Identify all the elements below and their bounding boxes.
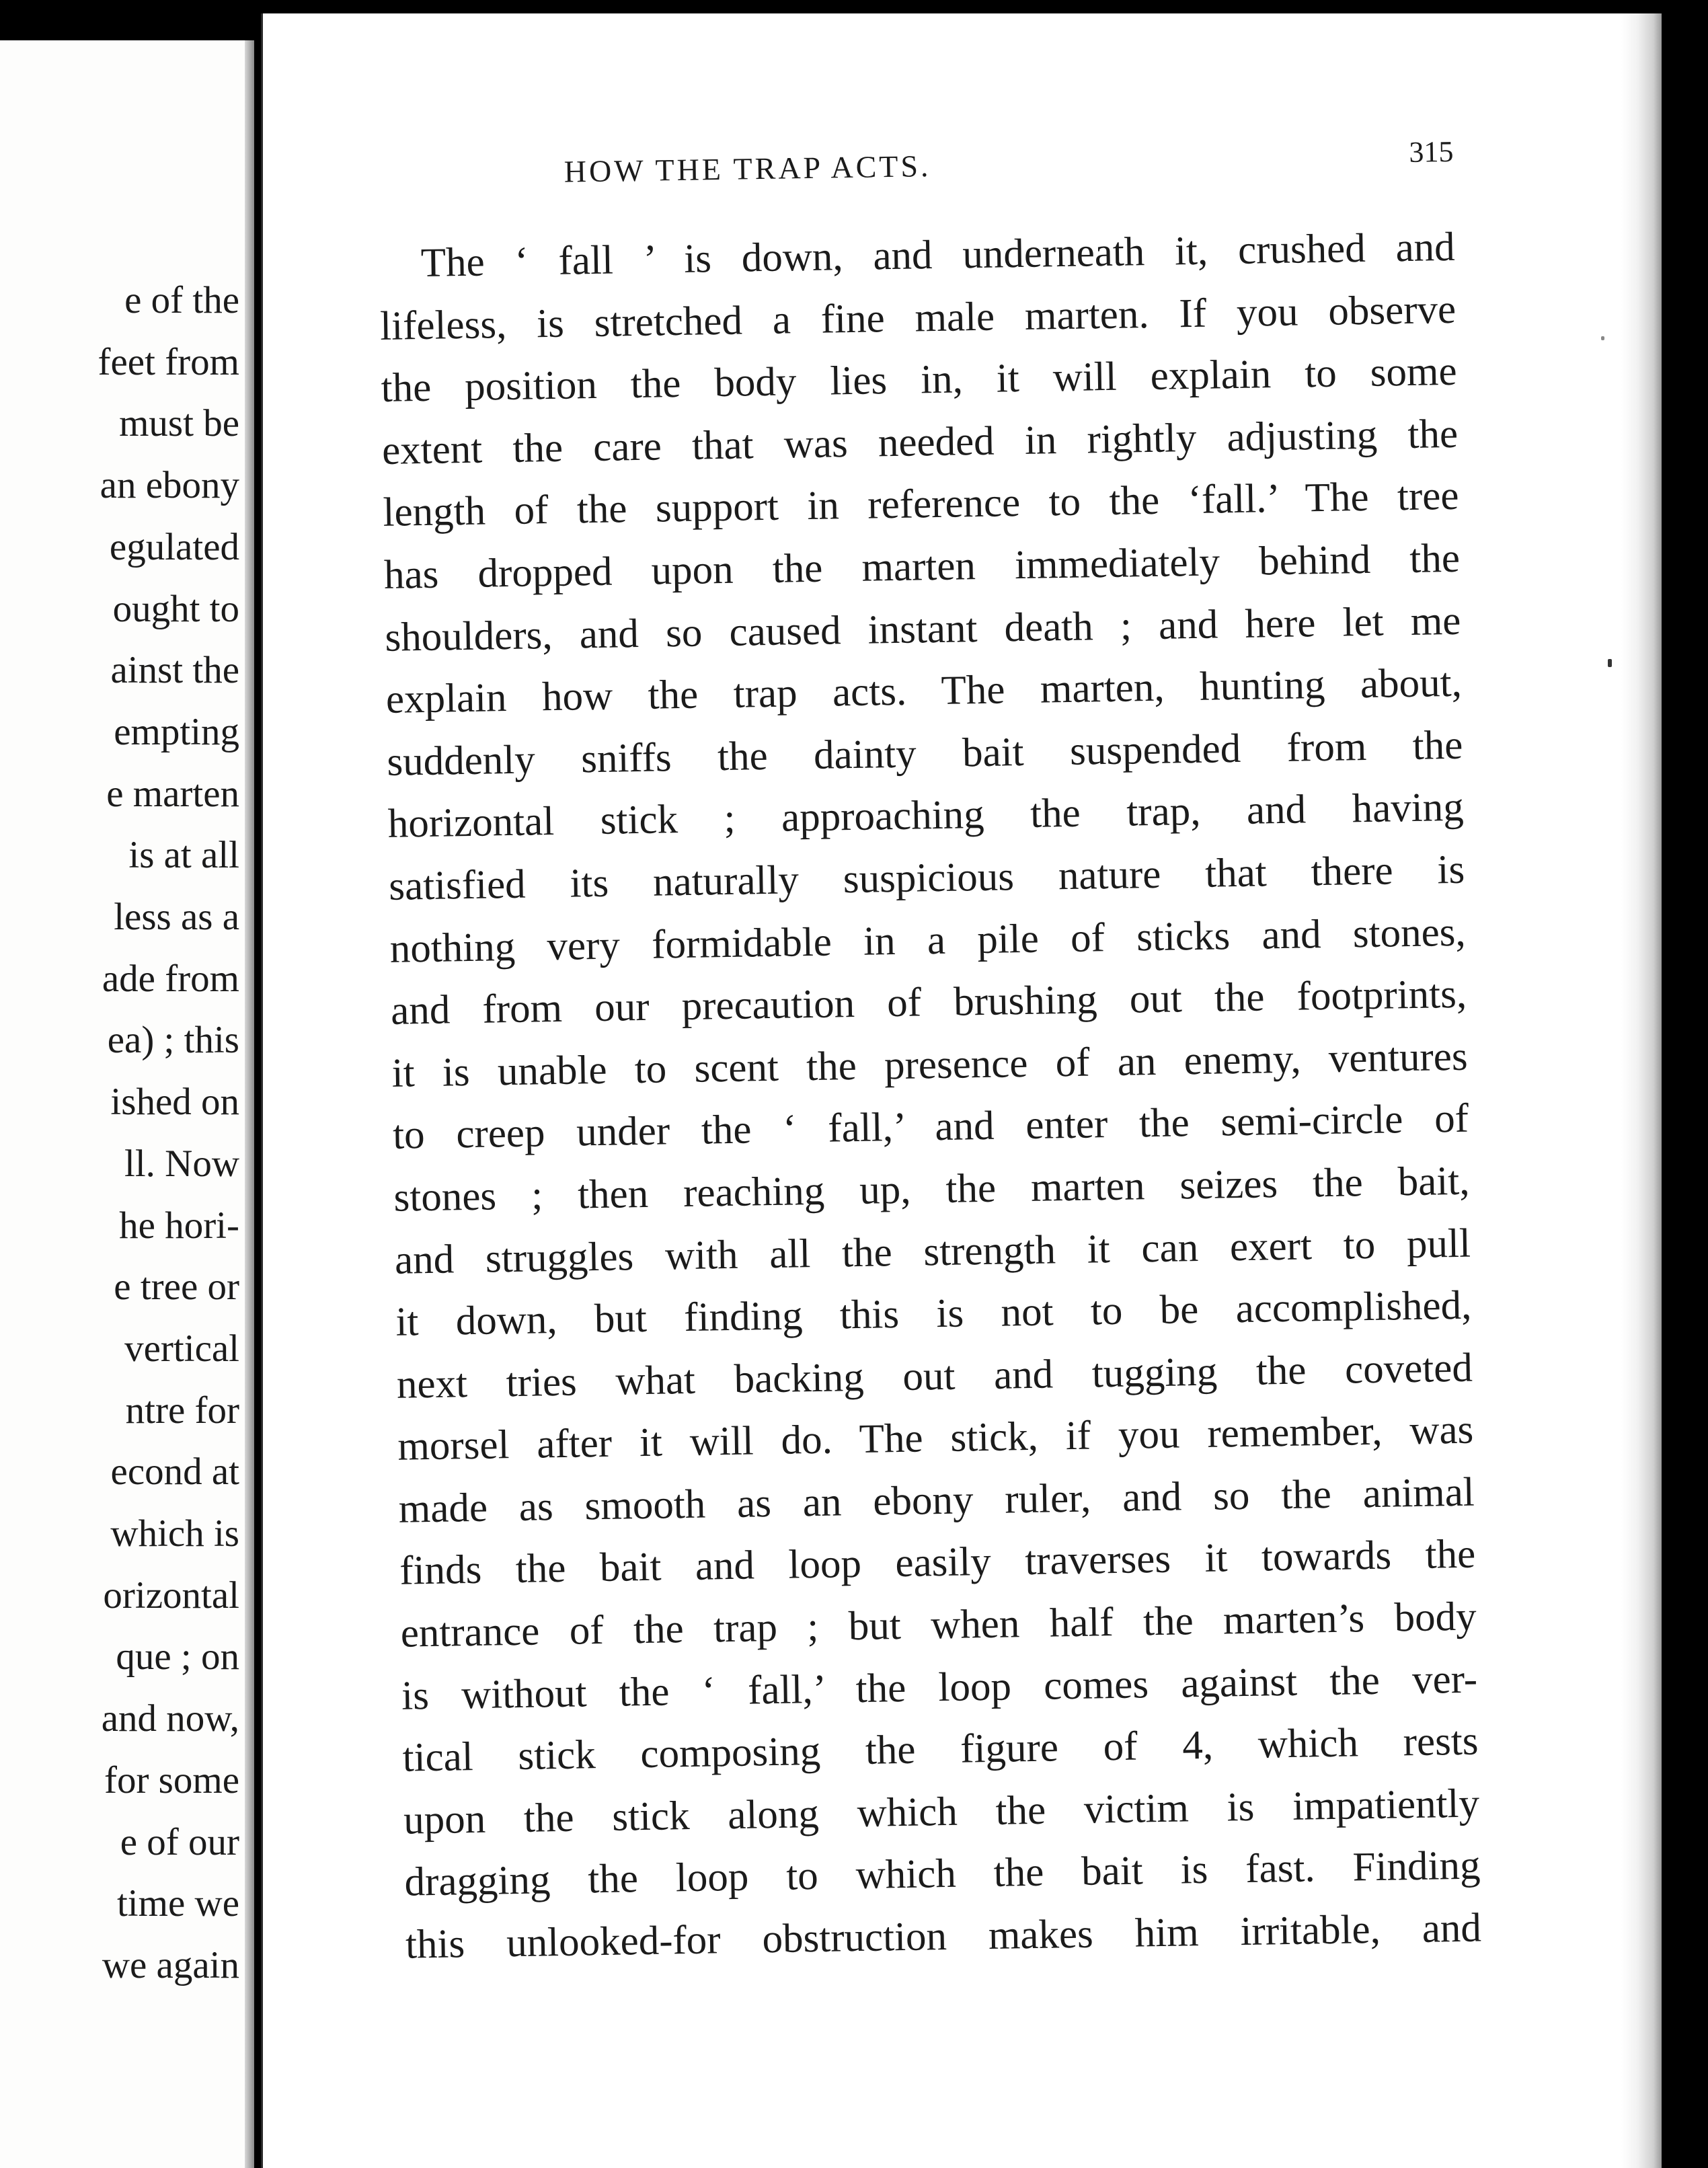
left-page-line: must be: [119, 402, 239, 445]
body-line: shoulders, and so caused instant death ; and here let me: [384, 598, 1461, 660]
body-line: length of the support in reference to the ‘fall.’ The tree: [383, 473, 1459, 536]
left-page-line: ntre for: [125, 1389, 239, 1432]
body-line: entrance of the trap ; but when half the marten’s body: [400, 1594, 1477, 1656]
body-line: next tries what backing out and tugging the coveted: [396, 1345, 1473, 1407]
left-page-line: que ; on: [116, 1635, 239, 1678]
scan-speck: [1601, 336, 1604, 340]
body-line: this unlooked-for obstruction makes him irritable, and: [405, 1905, 1482, 1968]
body-line: made as smooth as an ebony ruler, and so the animal: [398, 1469, 1475, 1532]
body-line: nothing very formidable in a pile of sticks and stones,: [389, 909, 1467, 972]
body-line: it down, but finding this is not to be accomplished,: [395, 1282, 1472, 1345]
body-line: suddenly sniffs the dainty bait suspended from the: [386, 722, 1463, 785]
page-edge-shadow: [1621, 13, 1662, 2168]
left-page-line: ade from: [102, 957, 239, 1000]
left-page-line: e of the: [124, 279, 239, 321]
body-line: it is unable to scent the presence of an enemy, ventures: [391, 1034, 1469, 1096]
left-page-line: ished on: [110, 1081, 239, 1124]
left-page: [0, 40, 254, 2168]
page-content: [377, 128, 1482, 1976]
running-title: HOW THE TRAP ACTS.: [564, 149, 931, 189]
left-page-line: an ebony: [100, 464, 239, 507]
left-page-line: he hori-: [119, 1204, 239, 1247]
left-page-line: e tree or: [114, 1266, 239, 1309]
right-page: [261, 13, 1662, 2168]
left-page-line: feet from: [98, 340, 239, 383]
page-number: 315: [1408, 134, 1454, 169]
left-page-line: we again: [102, 1943, 239, 1986]
body-line: horizontal stick ; approaching the trap, and having: [387, 785, 1465, 847]
left-page-line: ll. Now: [124, 1142, 239, 1185]
body-line: finds the bait and loop easily traverses it towards the: [399, 1532, 1476, 1594]
left-page-gutter: [245, 40, 254, 2168]
running-head: [377, 128, 1454, 198]
body-line: stones ; then reaching up, the marten seizes the bait,: [393, 1158, 1470, 1221]
body-line: extent the care that was needed in rightly adjusting the: [381, 411, 1459, 473]
body-line: and struggles with all the strength it can exert to pull: [394, 1221, 1471, 1283]
left-page-line: orizontal: [103, 1574, 239, 1617]
left-page-line: less as a: [114, 896, 239, 938]
body-line: upon the stick along which the victim is impatiently: [403, 1781, 1480, 1843]
body-line: satisfied its naturally suspicious nature that there is: [388, 847, 1465, 909]
left-page-line: time we: [116, 1882, 239, 1925]
left-page-line: ought to: [112, 587, 239, 630]
left-page-line: ainst the: [110, 649, 239, 692]
body-line: to creep under the ‘ fall,’ and enter the semi-circle of: [392, 1096, 1469, 1159]
left-page-line: econd at: [110, 1450, 239, 1494]
left-page-line: ea) ; this: [107, 1019, 239, 1062]
body-line: morsel after it will do. The stick, if you remember, was: [397, 1407, 1474, 1470]
body-line: dragging the loop to which the bait is fast. Finding: [404, 1843, 1481, 1906]
left-page-line: e of our: [120, 1820, 239, 1863]
left-page-line: which is: [110, 1512, 239, 1555]
body-line: and from our precaution of brushing out the footprints,: [390, 971, 1467, 1034]
scan-speck: [1608, 659, 1612, 667]
left-page-line: e marten: [106, 772, 239, 815]
left-page-line: empting: [114, 710, 239, 753]
body-line: The ‘ fall ’ is down, and underneath it, crushed and: [420, 224, 1456, 286]
left-page-line: is at all: [128, 834, 239, 877]
body-line: the position the body lies in, it will explain to some: [381, 349, 1458, 412]
left-page-line: egulated: [109, 525, 239, 568]
left-page-line: vertical: [124, 1327, 239, 1370]
left-page-line: and now,: [101, 1697, 239, 1740]
body-line: is without the ‘ fall,’ the loop comes against the ver-: [401, 1656, 1478, 1719]
body-line: has dropped upon the marten immediately behind the: [383, 535, 1461, 598]
body-text: [379, 217, 1482, 1976]
body-line: tical stick composing the figure of 4, which rests: [402, 1718, 1479, 1781]
body-line: lifeless, is stretched a fine male marten. If you observe: [379, 286, 1457, 349]
left-page-line: for some: [104, 1758, 239, 1802]
body-line: explain how the trap acts. The marten, hunting about,: [385, 660, 1463, 723]
